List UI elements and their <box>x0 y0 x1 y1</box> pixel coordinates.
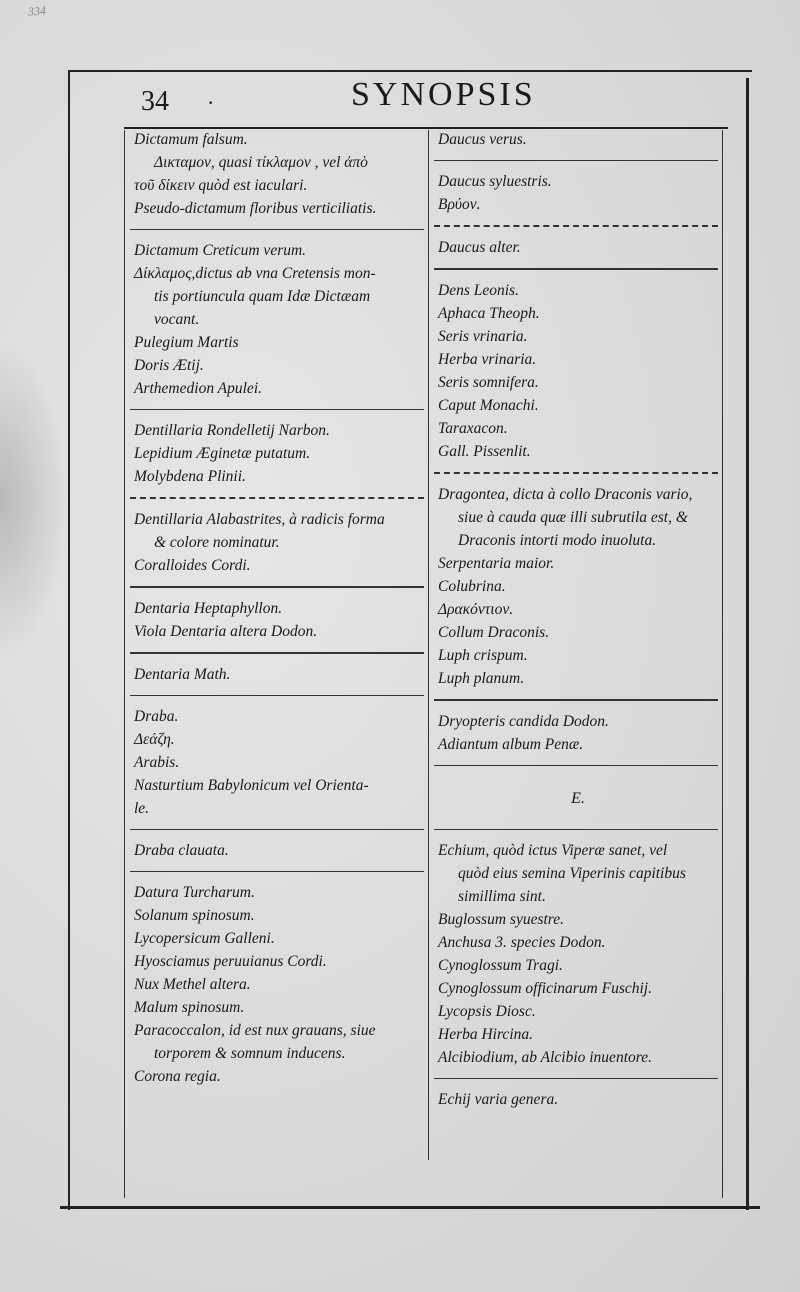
section-rule <box>130 829 424 830</box>
entry-line: Herba Hircina. <box>438 1026 533 1043</box>
entry-line: tis portiuncula quam Idæ Dictæam <box>154 288 371 305</box>
entry-line: Arabis. <box>134 754 180 771</box>
entry-line: Cynoglossum officinarum Fuschij. <box>438 980 652 997</box>
entry-line: simillima sint. <box>458 888 546 905</box>
entry-group <box>134 128 424 220</box>
entry-line: Alcibiodium, ab Alcibio inuentore. <box>438 1049 652 1066</box>
entry-group <box>438 236 718 259</box>
section-rule <box>434 225 718 227</box>
entry-line: Hyosciamus peruuianus Cordi. <box>134 953 327 970</box>
entry-line: Arthemedion Apulei. <box>134 380 262 397</box>
entry-group <box>134 597 424 643</box>
entry-line: Daucus alter. <box>438 239 521 256</box>
entry-line: Adiantum album Penæ. <box>438 736 584 753</box>
entry-line: Pulegium Martis <box>134 334 239 351</box>
section-rule <box>130 695 424 696</box>
entry-group <box>134 881 424 1088</box>
entry-line: Luph crispum. <box>438 647 528 664</box>
entry-line: Molybdena Plinii. <box>134 468 246 485</box>
entry-line: Herba vrinaria. <box>438 351 537 368</box>
entry-line: Colubrina. <box>438 578 506 595</box>
entry-line: Datura Turcharum. <box>134 884 255 901</box>
section-rule <box>130 652 424 654</box>
section-rule <box>434 160 718 161</box>
entry-group <box>438 839 718 1069</box>
entry-line: τοῦ δίκειν quòd est iaculari. <box>134 177 308 194</box>
entry-line: Serpentaria maior. <box>438 555 555 572</box>
entry-line: Viola Dentaria altera Dodon. <box>134 623 318 640</box>
entry-line: Lycopersicum Galleni. <box>134 930 275 947</box>
entry-group <box>438 775 718 820</box>
entry-line: Nasturtium Babylonicum vel Orienta- <box>134 777 369 794</box>
entry-line: Echium, quòd ictus Viperæ sanet, vel <box>438 842 668 859</box>
entry-line: Lepidium Æginetæ putatum. <box>134 445 311 462</box>
entry-line: Lycopsis Diosc. <box>438 1003 536 1020</box>
entry-line: Coralloides Cordi. <box>134 557 251 574</box>
inner-right-rule <box>722 130 723 1198</box>
entry-line: le. <box>134 800 150 817</box>
entry-line: Collum Draconis. <box>438 624 550 641</box>
entry-line: Draconis intorti modo inuoluta. <box>458 532 657 549</box>
entry-line: Βρύον. <box>438 196 481 213</box>
section-rule <box>434 472 718 474</box>
corner-note: 334 <box>27 3 47 19</box>
entry-line: Dentillaria Rondelletij Narbon. <box>134 422 330 439</box>
entry-line: Nux Methel altera. <box>134 976 251 993</box>
section-rule <box>130 586 424 588</box>
entry-line: Caput Monachi. <box>438 397 539 414</box>
entry-line: Doris Ætij. <box>134 357 204 374</box>
entry-line: Δεάζη. <box>134 731 175 748</box>
entry-line: Dentaria Math. <box>134 666 231 683</box>
right-column <box>438 128 718 1111</box>
section-rule <box>130 409 424 410</box>
section-rule <box>130 497 424 499</box>
section-rule <box>434 1078 718 1079</box>
entry-line: Gall. Pissenlit. <box>438 443 531 460</box>
entry-group <box>438 483 718 690</box>
page-frame-right <box>746 78 749 1210</box>
entry-line: & colore nominatur. <box>154 534 280 551</box>
entry-group <box>134 239 424 400</box>
section-rule <box>434 765 718 766</box>
bottom-rule <box>60 1206 760 1209</box>
entry-line: Δίκλαμος,dictus ab vna Cretensis mon- <box>134 265 376 282</box>
entry-group <box>134 839 424 862</box>
entry-line: Daucus syluestris. <box>438 173 552 190</box>
entry-line: quòd eius semina Viperinis capitibus <box>458 865 686 882</box>
entry-line: Solanum spinosum. <box>134 907 255 924</box>
page-number: 34 <box>141 86 169 117</box>
entry-line: Δρακόντιον. <box>438 601 514 618</box>
header-dot: · <box>207 90 215 115</box>
entry-line: vocant. <box>154 311 200 328</box>
entry-line: Cynoglossum Tragi. <box>438 957 563 974</box>
entry-line: torporem & somnum inducens. <box>154 1045 346 1062</box>
entry-line: Dens Leonis. <box>438 282 519 299</box>
section-rule <box>434 699 718 701</box>
left-column <box>134 128 424 1088</box>
entry-line: Dictamum falsum. <box>134 131 248 148</box>
entry-group <box>438 170 718 216</box>
entry-line: Dryopteris candida Dodon. <box>438 713 609 730</box>
entry-line: Luph planum. <box>438 670 525 687</box>
entry-line: Seris somnifera. <box>438 374 539 391</box>
letter-heading: E. <box>571 790 585 807</box>
entry-line: Dentillaria Alabastrites, à radicis forma <box>134 511 385 528</box>
entry-line: Taraxacon. <box>438 420 508 437</box>
entry-line: Pseudo-dictamum floribus verticiliatis. <box>134 200 377 217</box>
entry-line: Anchusa 3. species Dodon. <box>438 934 606 951</box>
entry-line: Paracoccalon, id est nux grauans, siue <box>134 1022 376 1039</box>
entry-group <box>134 508 424 577</box>
entry-group <box>134 419 424 488</box>
entry-line: Dragontea, dicta à collo Draconis vario, <box>438 486 693 503</box>
entry-line: Aphaca Theoph. <box>438 305 540 322</box>
entry-group <box>134 663 424 686</box>
entry-line: Buglossum syuestre. <box>438 911 564 928</box>
entry-group <box>438 279 718 463</box>
section-rule <box>434 268 718 270</box>
entry-line: Malum spinosum. <box>134 999 245 1016</box>
entry-line: Seris vrinaria. <box>438 328 528 345</box>
entry-group <box>438 1088 718 1111</box>
entry-line: siue à cauda quæ illi subrutila est, & <box>458 509 688 526</box>
entry-line: Dictamum Creticum verum. <box>134 242 307 259</box>
entry-group <box>134 705 424 820</box>
section-rule <box>130 229 424 230</box>
column-divider <box>428 130 429 1160</box>
entry-line: Daucus verus. <box>438 131 527 148</box>
entry-line: Dentaria Heptaphyllon. <box>134 600 283 617</box>
entry-line: Draba. <box>134 708 179 725</box>
entry-group <box>438 710 718 756</box>
paper-stain <box>0 340 70 660</box>
section-rule <box>130 871 424 872</box>
entry-group <box>438 128 718 151</box>
entry-line: Echij varia genera. <box>438 1091 559 1108</box>
entry-line: Δικταμον, quasi τίκλαμον , vel ἀπὸ <box>154 154 368 171</box>
running-head: SYNOPSIS <box>351 76 536 113</box>
entry-line: Corona regia. <box>134 1068 221 1085</box>
inner-left-rule <box>124 130 125 1198</box>
entry-line: Draba clauata. <box>134 842 229 859</box>
section-rule <box>434 829 718 830</box>
